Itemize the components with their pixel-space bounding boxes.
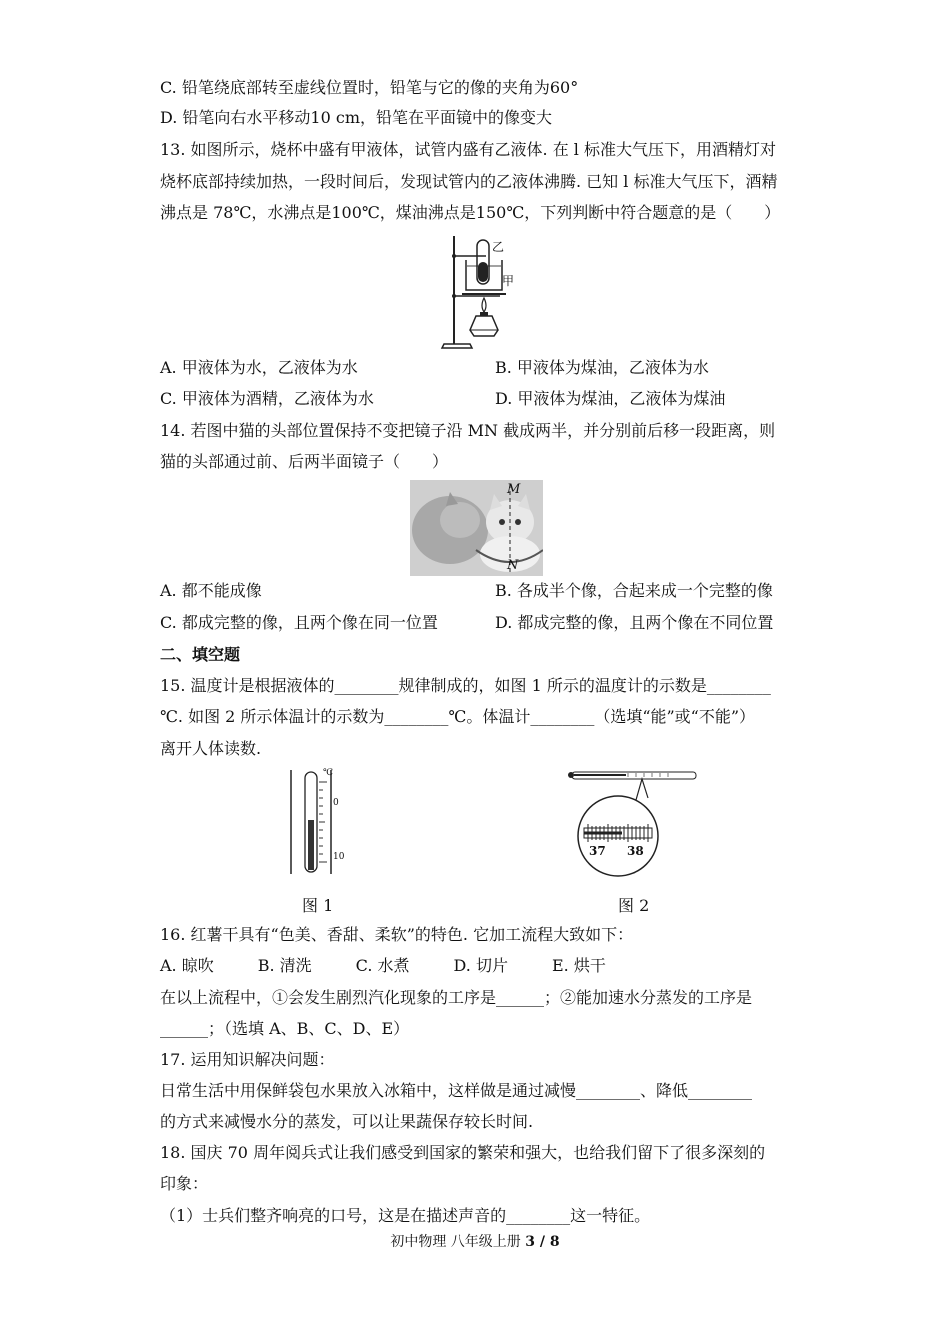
label-jia: 甲 [502, 274, 515, 288]
q15-text-1: 15. 温度计是根据液体的________规律制成的，如图 1 所示的温度计的示数是________ [160, 676, 771, 695]
q14-option-c: C. 都成完整的像，且两个像在同一位置 [160, 613, 438, 632]
clinical-thermometer-diagram [566, 768, 698, 880]
q16-option-a: A. 晾吹 [160, 956, 214, 975]
fig1-tick-0: 0 [333, 798, 339, 808]
q16-text-4: ______；（选填 A、B、C、D、E） [160, 1019, 410, 1038]
q18-text-1: 18. 国庆 70 周年阅兵式让我们感受到国家的繁荣和强大，也给我们留下了很多深刻的 [160, 1143, 766, 1162]
q13-option-b: B. 甲液体为煤油，乙液体为水 [495, 358, 709, 377]
fig2-label-37: 37 [589, 844, 606, 858]
page-footer [0, 1231, 950, 1251]
figure-1-caption: 图 1 [302, 896, 334, 915]
q13-text-1: 13. 如图所示，烧杯中盛有甲液体，试管内盛有乙液体. 在 l 标准大气压下，用酒精灯对 [160, 140, 776, 159]
q17-text-3: 的方式来减慢水分的蒸发，可以让果蔬保存较长时间. [160, 1112, 534, 1131]
thermometer-figure-2 [566, 768, 698, 880]
q14-option-a: A. 都不能成像 [160, 581, 262, 600]
fig1-unit: ℃ [323, 768, 334, 778]
section-title-fill-in: 二、填空题 [160, 645, 241, 664]
q14-text-2: 猫的头部通过前、后两半面镜子（ ） [160, 452, 449, 471]
q16-text-1: 16. 红薯干具有“色美、香甜、柔软”的特色. 它加工流程大致如下： [160, 925, 634, 944]
label-n: N [507, 558, 519, 573]
cat-mirror-illustration [410, 480, 543, 576]
q15-text-3: 离开人体读数. [160, 739, 262, 758]
q13-option-d: D. 甲液体为煤油，乙液体为煤油 [495, 389, 726, 408]
q13-text-2: 烧杯底部持续加热，一段时间后，发现试管内的乙液体沸腾. 已知 l 标准大气压下，酒精 [160, 172, 778, 191]
thermometer-figure-1 [283, 768, 353, 876]
label-yi: 乙 [492, 240, 505, 254]
q17-text-2: 日常生活中用保鲜袋包水果放入冰箱中，这样做是通过减慢________、降低________ [160, 1081, 753, 1100]
q13-figure [440, 232, 530, 350]
q16-option-c: C. 水煮 [355, 956, 410, 975]
footer-total-pages: 8 [549, 1234, 560, 1250]
q14-text-1: 14. 若图中猫的头部位置保持不变把镜子沿 MN 截成两半，并分别前后移一段距离，则 [160, 421, 776, 440]
q16-option-b: B. 清洗 [257, 956, 312, 975]
footer-subject: 初中物理 八年级上册 [390, 1234, 526, 1250]
boiling-apparatus-diagram [440, 232, 530, 350]
label-m: M [507, 482, 521, 497]
q13-option-c: C. 甲液体为酒精，乙液体为水 [160, 389, 374, 408]
q14-option-d: D. 都成完整的像，且两个像在不同位置 [495, 613, 774, 632]
q16-option-e: E. 烘干 [551, 956, 606, 975]
q13-option-a: A. 甲液体为水，乙液体为水 [160, 358, 358, 377]
q13-text-3: 沸点是 78℃，水沸点是100℃，煤油沸点是150℃，下列判断中符合题意的是（ ） [160, 203, 781, 222]
q18-text-2: 印象： [160, 1174, 209, 1193]
q18-text-3: （1）士兵们整齐响亮的口号，这是在描述声音的________这一特征。 [160, 1206, 651, 1225]
fig1-tick-10: 10 [333, 852, 345, 862]
q15-text-2: ℃. 如图 2 所示体温计的示数为________℃。体温计________（选填“能”或“不能”） [160, 707, 756, 726]
footer-page-number: 3 [525, 1234, 536, 1250]
q14-option-b: B. 各成半个像，合起来成一个完整的像 [495, 581, 773, 600]
q16-text-3: 在以上流程中，①会发生剧烈汽化现象的工序是______；②能加速水分蒸发的工序是 [160, 988, 753, 1007]
figure-2-caption: 图 2 [618, 896, 650, 915]
q17-text-1: 17. 运用知识解决问题： [160, 1050, 335, 1069]
option-d-line: D. 铅笔向右水平移动10 cm，铅笔在平面镜中的像变大 [160, 108, 553, 127]
footer-separator: / [535, 1234, 550, 1250]
fig2-label-38: 38 [627, 844, 644, 858]
q16-options [160, 956, 650, 976]
cat-mirror-photo [410, 480, 543, 576]
option-c-line: C. 铅笔绕底部转至虚线位置时，铅笔与它的像的夹角为60° [160, 78, 579, 97]
q16-option-d: D. 切片 [453, 956, 508, 975]
